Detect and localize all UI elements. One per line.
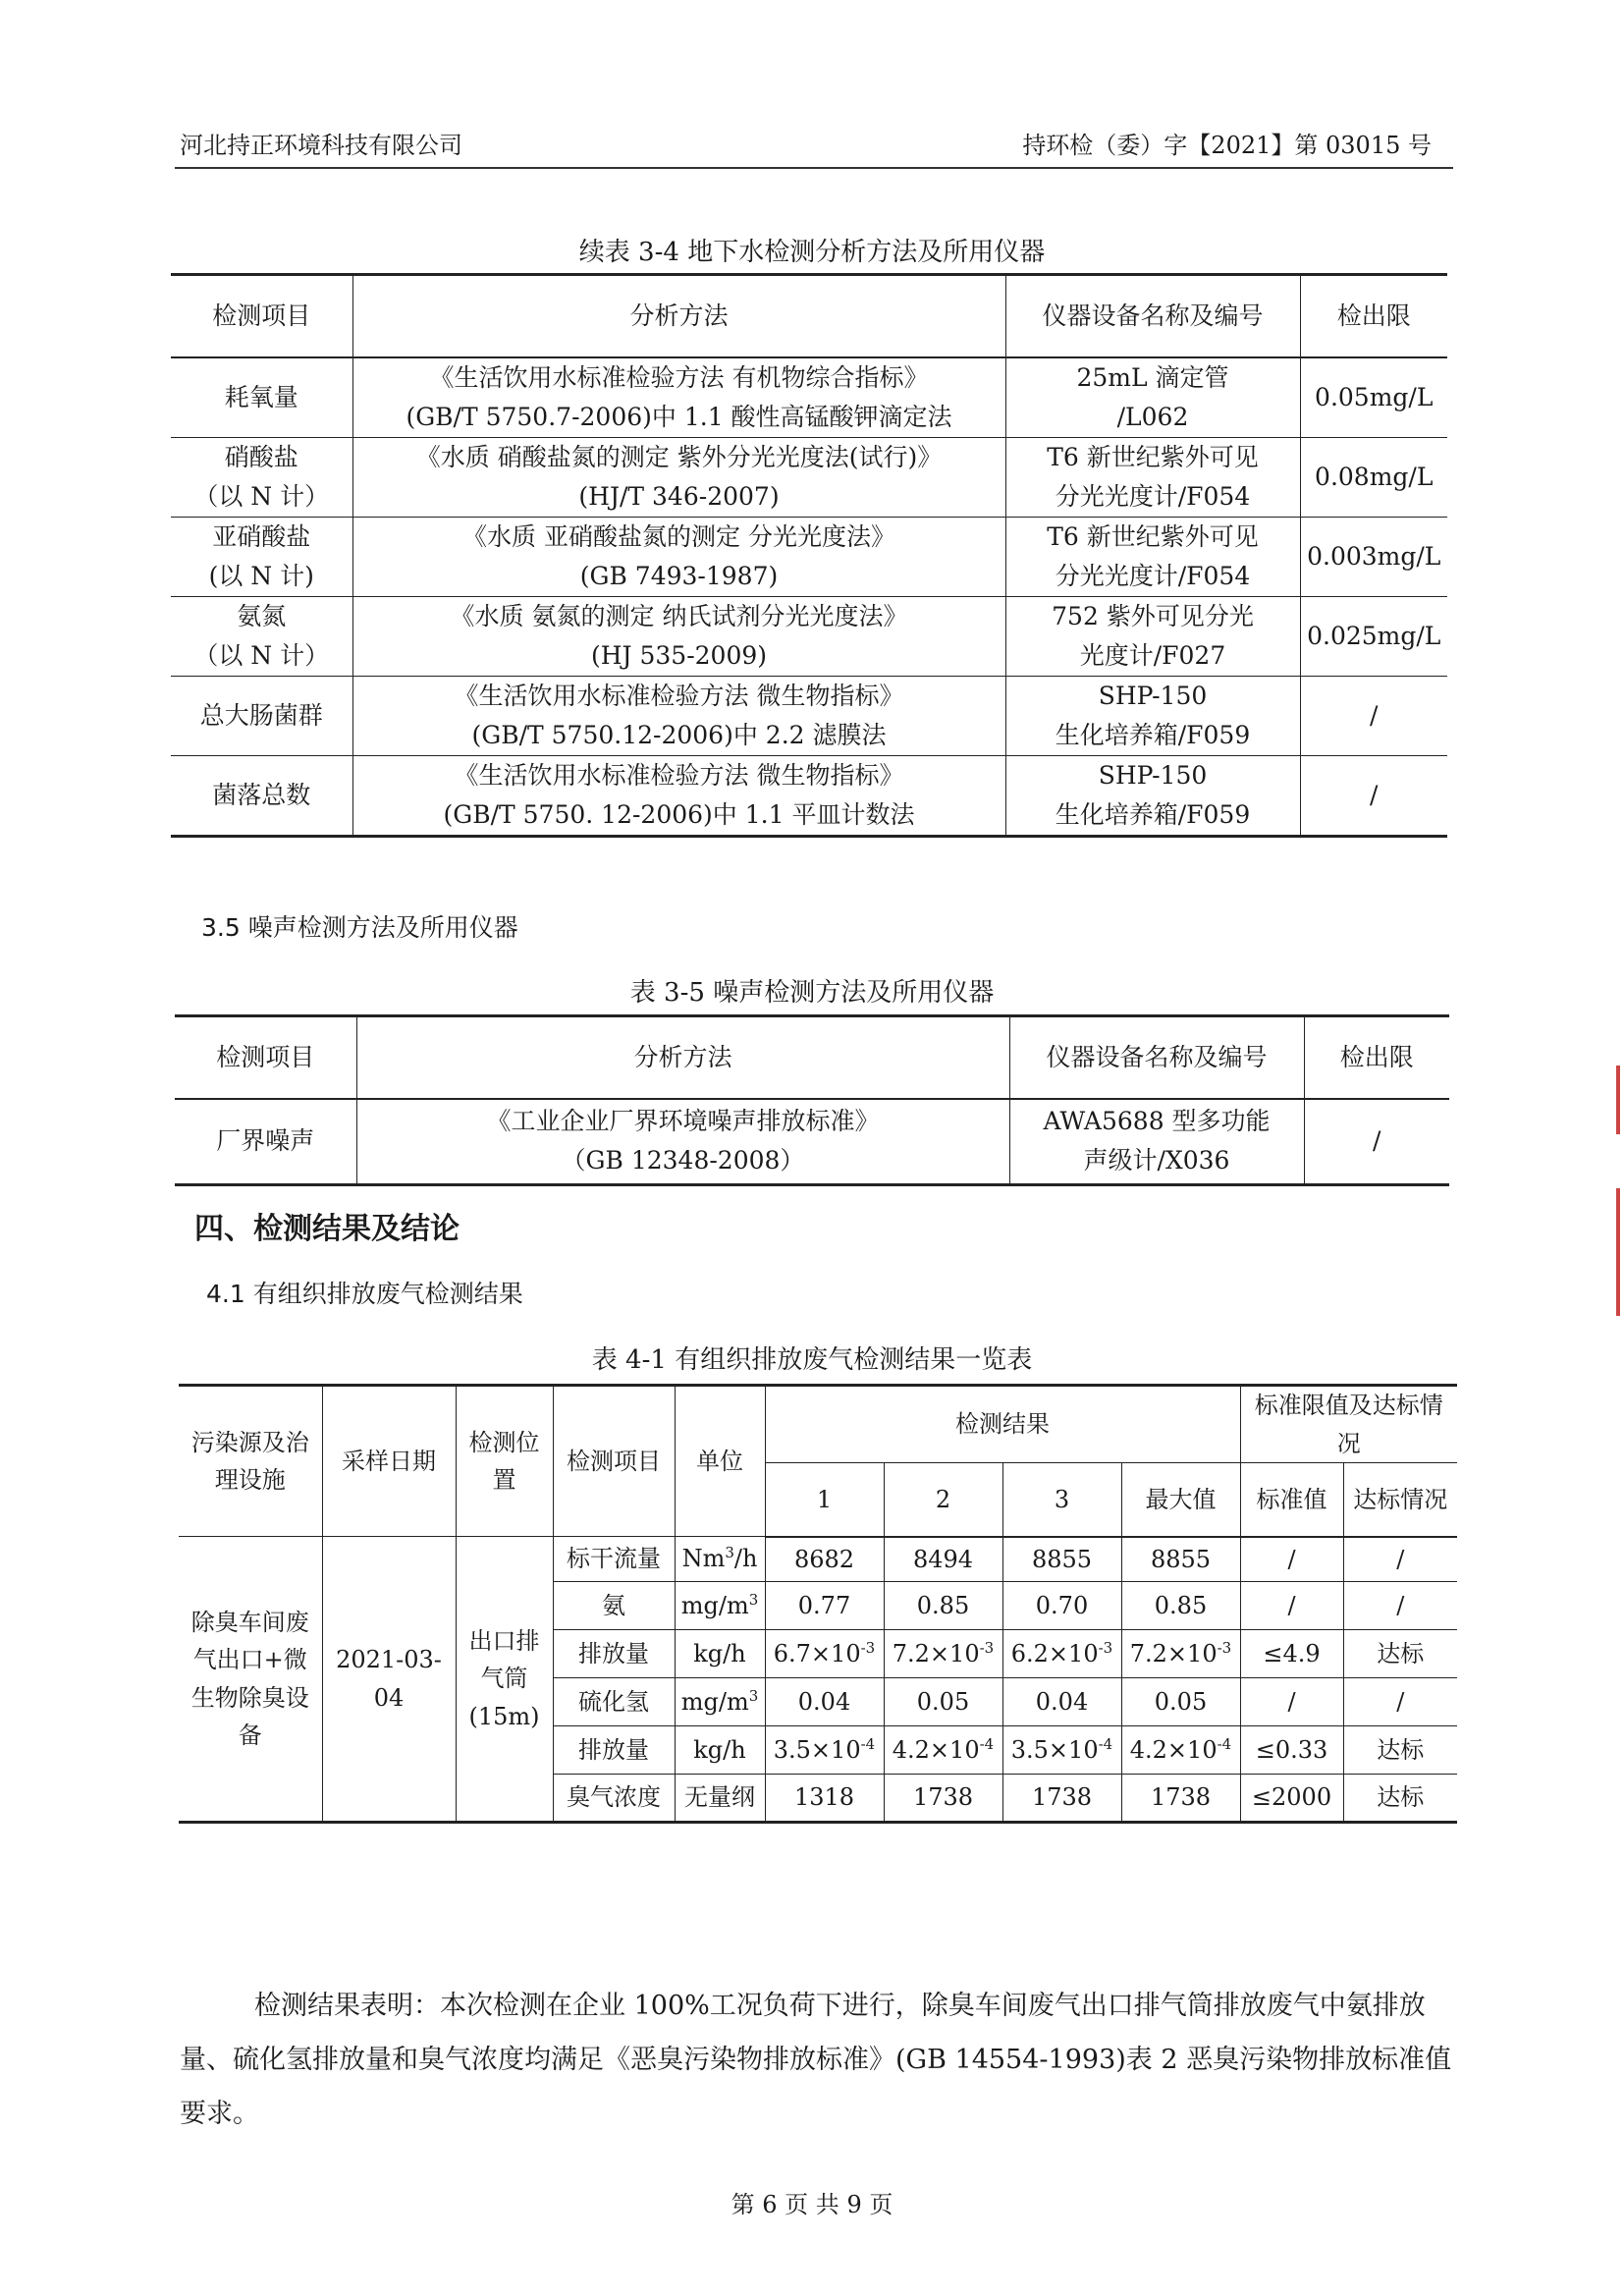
table-row bbox=[171, 596, 1447, 676]
result-v2: 1738 bbox=[884, 1775, 1002, 1823]
detection-item-line: 菌落总数 bbox=[212, 780, 311, 809]
detection-limit: 0.003mg/L bbox=[1300, 517, 1447, 596]
unit-base: kg/h bbox=[693, 1639, 746, 1667]
instrument bbox=[1005, 437, 1300, 517]
compliance-status: / bbox=[1343, 1537, 1457, 1582]
standard-value: ≤0.33 bbox=[1240, 1726, 1343, 1775]
analysis-method-line: (GB/T 5750.7-2006)中 1.1 酸性高锰酸钾滴定法 bbox=[406, 402, 952, 431]
detection-item bbox=[171, 437, 352, 517]
analysis-method-line: (GB/T 5750. 12-2006)中 1.1 平皿计数法 bbox=[443, 799, 915, 829]
header-result-max: 最大值 bbox=[1121, 1463, 1240, 1537]
detection-limit: 0.05mg/L bbox=[1300, 357, 1447, 438]
unit bbox=[675, 1678, 765, 1726]
analysis-method-line: (GB/T 5750.12-2006)中 2.2 滤膜法 bbox=[471, 720, 887, 749]
instrument-line: 分光光度计/F054 bbox=[1055, 481, 1251, 511]
result-v3: 1738 bbox=[1002, 1775, 1121, 1823]
result-v2: 8494 bbox=[884, 1537, 1002, 1582]
analysis-method bbox=[352, 357, 1005, 438]
instrument-line: 25mL 滴定管 bbox=[1076, 362, 1229, 392]
unit-superscript: 3 bbox=[725, 1544, 734, 1562]
table-row bbox=[171, 357, 1447, 438]
column-header: 检测项目 bbox=[175, 1016, 356, 1099]
instrument-line: T6 新世纪紫外可见 bbox=[1047, 442, 1259, 471]
analysis-method-line: 《工业企业厂界环境噪声排放标准》 bbox=[486, 1107, 880, 1136]
instrument bbox=[1005, 596, 1300, 676]
header-status: 达标情况 bbox=[1343, 1463, 1457, 1537]
result-max: $4.2\times 10^{-4}$ bbox=[1121, 1726, 1240, 1775]
unit bbox=[675, 1537, 765, 1582]
table-3-5-caption: 表 3-5 噪声检测方法及所用仪器 bbox=[629, 978, 995, 1008]
detection-item bbox=[171, 596, 352, 676]
instrument-line: SHP-150 bbox=[1098, 681, 1208, 710]
result-v3: $3.5\times 10^{-4}$ bbox=[1002, 1726, 1121, 1775]
analysis-method-line: (GB 7493-1987) bbox=[579, 561, 779, 590]
unit-superscript: 3 bbox=[748, 1686, 759, 1705]
compliance-status: 达标 bbox=[1343, 1775, 1457, 1823]
analysis-method bbox=[352, 437, 1005, 517]
result-v1: 1318 bbox=[765, 1775, 884, 1823]
detection-item: 氨 bbox=[553, 1582, 675, 1630]
detection-item-line: 耗氧量 bbox=[224, 382, 298, 411]
header-results: 检测结果 bbox=[765, 1386, 1240, 1463]
chapter-4-heading: 四、检测结果及结论 bbox=[194, 1212, 460, 1246]
table-row bbox=[175, 1099, 1449, 1185]
detection-item-line: 硝酸盐 bbox=[224, 442, 298, 471]
result-v1: $3.5\times 10^{-4}$ bbox=[765, 1726, 884, 1775]
result-v1: 0.77 bbox=[765, 1582, 884, 1630]
table-row bbox=[179, 1537, 1457, 1582]
result-v3: 8855 bbox=[1002, 1537, 1121, 1582]
unit-tail: /h bbox=[733, 1545, 758, 1573]
result-max: 8855 bbox=[1121, 1537, 1240, 1582]
table-row bbox=[171, 755, 1447, 836]
result-v1: 0.04 bbox=[765, 1678, 884, 1726]
header-source: 污染源及治理设施 bbox=[179, 1386, 322, 1537]
analysis-method-line: (HJ/T 346-2007) bbox=[578, 481, 780, 511]
standard-value: / bbox=[1240, 1582, 1343, 1630]
detection-item bbox=[171, 517, 352, 596]
detection-limit: 0.08mg/L bbox=[1300, 437, 1447, 517]
instrument-line: 分光光度计/F054 bbox=[1055, 561, 1251, 590]
instrument-line: AWA5688 型多功能 bbox=[1043, 1107, 1271, 1136]
header-rule bbox=[175, 167, 1453, 169]
result-v3: 0.70 bbox=[1002, 1582, 1121, 1630]
detection-item bbox=[171, 755, 352, 836]
instrument bbox=[1005, 357, 1300, 438]
unit-base: mg/m bbox=[680, 1591, 749, 1619]
document-number: 持环检（委）字【2021】第 03015 号 bbox=[1022, 132, 1432, 159]
standard-value: / bbox=[1240, 1537, 1343, 1582]
detection-limit: / bbox=[1304, 1099, 1449, 1185]
instrument-line: 生化培养箱/F059 bbox=[1055, 720, 1251, 749]
result-v2: 0.85 bbox=[884, 1582, 1002, 1630]
analysis-method bbox=[352, 596, 1005, 676]
detection-item-line: 亚硝酸盐 bbox=[212, 521, 311, 551]
result-v2: $7.2\times 10^{-3}$ bbox=[884, 1630, 1002, 1678]
column-header: 检出限 bbox=[1300, 275, 1447, 357]
header-standard-value: 标准值 bbox=[1240, 1463, 1343, 1537]
detection-limit: / bbox=[1300, 755, 1447, 836]
table-3-4 bbox=[171, 273, 1447, 838]
column-header: 仪器设备名称及编号 bbox=[1009, 1016, 1304, 1099]
compliance-status: / bbox=[1343, 1678, 1457, 1726]
table-row bbox=[171, 676, 1447, 755]
detection-item: 臭气浓度 bbox=[553, 1775, 675, 1823]
instrument bbox=[1005, 517, 1300, 596]
table-3-5 bbox=[175, 1014, 1449, 1186]
analysis-method-line: （GB 12348-2008） bbox=[561, 1146, 805, 1175]
instrument-line: /L062 bbox=[1116, 402, 1189, 431]
result-max: 0.05 bbox=[1121, 1678, 1240, 1726]
binding-mark bbox=[1616, 1066, 1620, 1134]
header-result-2: 2 bbox=[884, 1463, 1002, 1537]
unit bbox=[675, 1726, 765, 1775]
header-item: 检测项目 bbox=[553, 1386, 675, 1537]
detection-item-line: （以 N 计） bbox=[193, 640, 330, 670]
unit bbox=[675, 1630, 765, 1678]
section-4-1-heading: 4.1 有组织排放废气检测结果 bbox=[206, 1280, 523, 1308]
instrument bbox=[1009, 1099, 1304, 1185]
header-unit: 单位 bbox=[675, 1386, 765, 1537]
detection-item bbox=[171, 676, 352, 755]
binding-mark bbox=[1616, 1188, 1620, 1316]
standard-value: ≤2000 bbox=[1240, 1775, 1343, 1823]
compliance-status: 达标 bbox=[1343, 1726, 1457, 1775]
unit-base: Nm bbox=[681, 1545, 726, 1573]
detection-position: 出口排气筒(15m) bbox=[456, 1537, 553, 1823]
instrument-line: 声级计/X036 bbox=[1083, 1146, 1230, 1175]
analysis-method-line: 《水质 氨氮的测定 纳氏试剂分光光度法》 bbox=[450, 601, 908, 630]
instrument bbox=[1005, 676, 1300, 755]
company-name: 河北持正环境科技有限公司 bbox=[180, 132, 462, 159]
header-result-3: 3 bbox=[1002, 1463, 1121, 1537]
analysis-method-line: 《生活饮用水标准检验方法 微生物指标》 bbox=[454, 681, 904, 710]
unit-base: kg/h bbox=[693, 1735, 746, 1764]
unit bbox=[675, 1582, 765, 1630]
detection-item: 标干流量 bbox=[553, 1537, 675, 1582]
unit bbox=[675, 1775, 765, 1823]
table-4-1-caption: 表 4-1 有组织排放废气检测结果一览表 bbox=[591, 1345, 1033, 1375]
conclusion-text: 检测结果表明：本次检测在企业 100%工况负荷下进行，除臭车间废气出口排气筒排放废气中氨排放量、硫化氢排放量和臭气浓度均满足《恶臭污染物排放标准》(GB 14554-1993)表 2 恶臭污染物排放标准值要求。 bbox=[180, 1991, 1452, 2129]
instrument-line: T6 新世纪紫外可见 bbox=[1047, 521, 1259, 551]
header-result-1: 1 bbox=[765, 1463, 884, 1537]
unit-base: 无量纲 bbox=[684, 1783, 755, 1812]
result-v1: $6.7\times 10^{-3}$ bbox=[765, 1630, 884, 1678]
detection-item-line: 氨氮 bbox=[237, 601, 287, 630]
column-header: 分析方法 bbox=[352, 275, 1005, 357]
instrument-line: SHP-150 bbox=[1098, 760, 1208, 790]
analysis-method-line: 《生活饮用水标准检验方法 微生物指标》 bbox=[454, 760, 904, 790]
analysis-method-line: 《生活饮用水标准检验方法 有机物综合指标》 bbox=[429, 362, 929, 392]
instrument-line: 生化培养箱/F059 bbox=[1055, 799, 1251, 829]
analysis-method bbox=[356, 1099, 1009, 1185]
detection-item bbox=[171, 357, 352, 438]
table-row bbox=[171, 517, 1447, 596]
result-max: 0.85 bbox=[1121, 1582, 1240, 1630]
detection-item-line: （以 N 计） bbox=[193, 481, 330, 511]
pollution-source: 除臭车间废气出口+微生物除臭设备 bbox=[179, 1537, 322, 1823]
result-v2: $4.2\times 10^{-4}$ bbox=[884, 1726, 1002, 1775]
result-v1: 8682 bbox=[765, 1537, 884, 1582]
standard-value: ≤4.9 bbox=[1240, 1630, 1343, 1678]
analysis-method bbox=[352, 676, 1005, 755]
analysis-method-line: (HJ 535-2009) bbox=[590, 640, 768, 670]
unit-base: mg/m bbox=[680, 1687, 749, 1716]
sampling-date: 2021-03-04 bbox=[322, 1537, 456, 1823]
compliance-status: / bbox=[1343, 1582, 1457, 1630]
column-header: 检测项目 bbox=[171, 275, 352, 357]
standard-value: / bbox=[1240, 1678, 1343, 1726]
detection-item: 硫化氢 bbox=[553, 1678, 675, 1726]
result-v3: 0.04 bbox=[1002, 1678, 1121, 1726]
analysis-method-line: 《水质 硝酸盐氮的测定 紫外分光光度法(试行)》 bbox=[415, 442, 943, 471]
header-date: 采样日期 bbox=[322, 1386, 456, 1537]
table-4-1 bbox=[179, 1384, 1457, 1824]
result-max: $7.2\times 10^{-3}$ bbox=[1121, 1630, 1240, 1678]
detection-item-line: (以 N 计) bbox=[208, 561, 314, 590]
instrument-line: 752 紫外可见分光 bbox=[1052, 601, 1254, 630]
table-row bbox=[171, 437, 1447, 517]
column-header: 仪器设备名称及编号 bbox=[1005, 275, 1300, 357]
detection-item-line: 厂界噪声 bbox=[216, 1126, 315, 1156]
table-3-4-caption: 续表 3-4 地下水检测分析方法及所用仪器 bbox=[578, 238, 1046, 267]
analysis-method bbox=[352, 517, 1005, 596]
instrument-line: 光度计/F027 bbox=[1079, 640, 1226, 670]
detection-item bbox=[175, 1099, 356, 1185]
instrument bbox=[1005, 755, 1300, 836]
compliance-status: 达标 bbox=[1343, 1630, 1457, 1678]
result-v3: $6.2\times 10^{-3}$ bbox=[1002, 1630, 1121, 1678]
result-v2: 0.05 bbox=[884, 1678, 1002, 1726]
column-header: 检出限 bbox=[1304, 1016, 1449, 1099]
header-standard-group: 标准限值及达标情况 bbox=[1240, 1386, 1457, 1463]
detection-item-line: 总大肠菌群 bbox=[199, 700, 323, 730]
detection-limit: / bbox=[1300, 676, 1447, 755]
result-max: 1738 bbox=[1121, 1775, 1240, 1823]
header-position: 检测位置 bbox=[456, 1386, 553, 1537]
page-number: 第 6 页 共 9 页 bbox=[731, 2191, 893, 2218]
section-3-5-heading: 3.5 噪声检测方法及所用仪器 bbox=[201, 913, 518, 942]
unit-superscript: 3 bbox=[748, 1590, 759, 1609]
analysis-method-line: 《水质 亚硝酸盐氮的测定 分光光度法》 bbox=[462, 521, 895, 551]
analysis-method bbox=[352, 755, 1005, 836]
column-header: 分析方法 bbox=[356, 1016, 1009, 1099]
detection-item: 排放量 bbox=[553, 1726, 675, 1775]
detection-item: 排放量 bbox=[553, 1630, 675, 1678]
detection-limit: 0.025mg/L bbox=[1300, 596, 1447, 676]
